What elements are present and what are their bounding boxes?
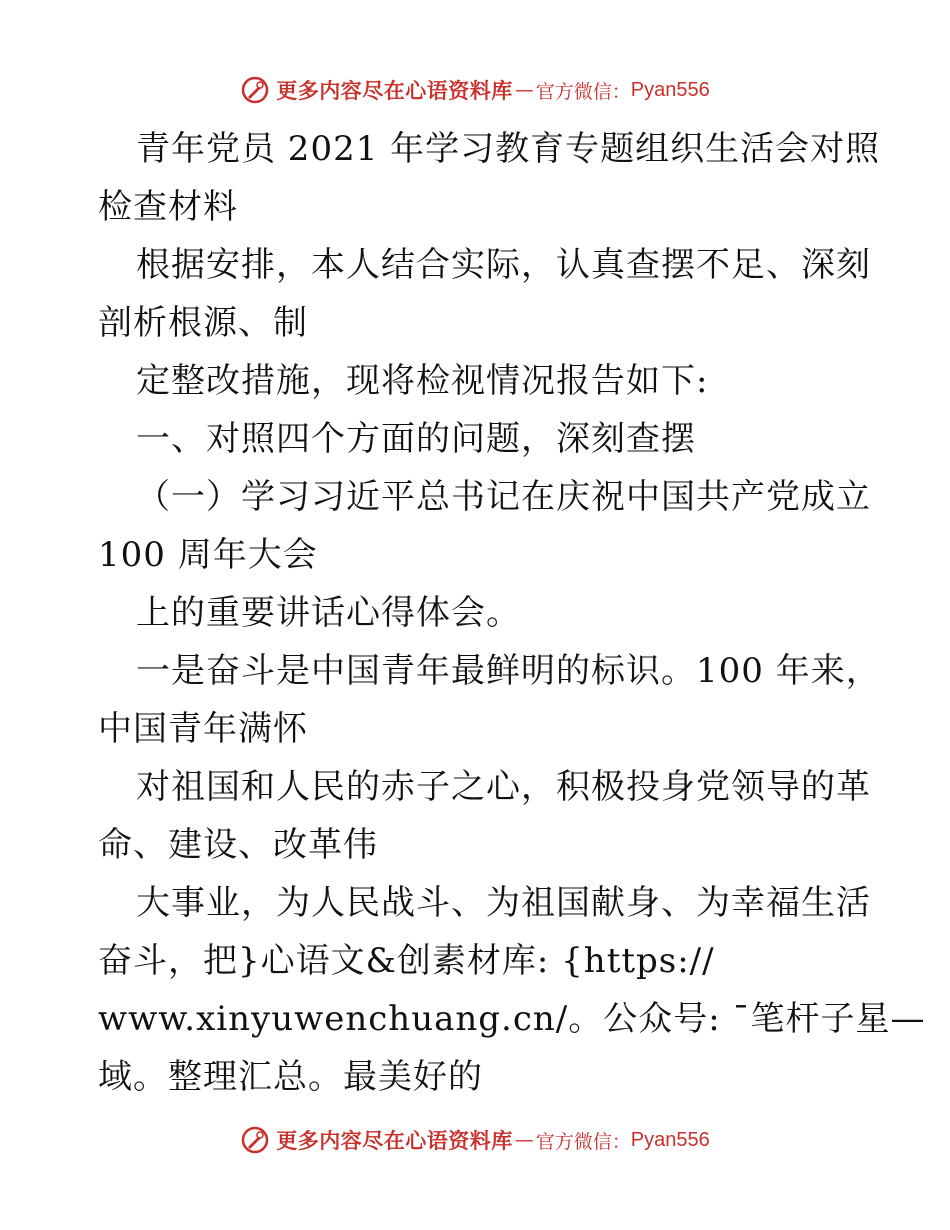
document-title-line-2: 检查材料 [98, 187, 238, 227]
paragraph-line: 一是奋斗是中国青年最鲜明的标识。100 年来， [136, 651, 881, 691]
paragraph-line: 上的重要讲话心得体会。 [136, 593, 521, 633]
footer-banner [0, 1120, 950, 1160]
banner-dash: — [514, 1129, 534, 1151]
header-banner [0, 70, 950, 110]
paragraph-line: 中国青年满怀 [98, 709, 308, 749]
paragraph-line: 剖析根源、制 [98, 303, 308, 343]
subsection-heading: （一）学习习近平总书记在庆祝中国共产党成立 [136, 477, 871, 517]
paragraph-line: 奋斗，把}心语文&创素材库: {https:// [98, 941, 715, 981]
quill-logo-icon [240, 1125, 270, 1155]
banner-sub-text: 官方微信： [535, 80, 631, 103]
quill-logo-icon [240, 75, 270, 105]
banner-main-text: 更多内容尽在心语资料库 [276, 1128, 513, 1153]
paragraph-line: 命、建设、改革伟 [98, 825, 378, 865]
section-heading: 一、对照四个方面的问题，深刻查摆 [136, 419, 696, 459]
paragraph-line: 根据安排，本人结合实际，认真查摆不足、深刻 [136, 245, 871, 285]
banner-wechat-id: Pyan556 [630, 1128, 710, 1151]
paragraph-line: 定整改措施，现将检视情况报告如下: [136, 361, 709, 401]
banner-dash: — [514, 79, 534, 101]
banner-sub-text: 官方微信： [535, 1130, 631, 1153]
document-title-line-1: 青年党员 2021 年学习教育专题组织生活会对照 [136, 129, 881, 169]
banner-main-text: 更多内容尽在心语资料库 [276, 78, 513, 103]
subsection-heading-cont: 100 周年大会 [98, 535, 318, 575]
paragraph-line: 域。整理汇总。最美好的 [98, 1057, 483, 1097]
document-body [98, 120, 926, 1106]
paragraph-line: 对祖国和人民的赤子之心，积极投身党领导的革 [136, 767, 871, 807]
paragraph-line: www.xinyuwenchuang.cn/。公众号: ¯笔杆子星— [98, 999, 926, 1039]
banner-wechat-id: Pyan556 [630, 78, 710, 101]
paragraph-line: 大事业，为人民战斗、为祖国献身、为幸福生活 [136, 883, 871, 923]
